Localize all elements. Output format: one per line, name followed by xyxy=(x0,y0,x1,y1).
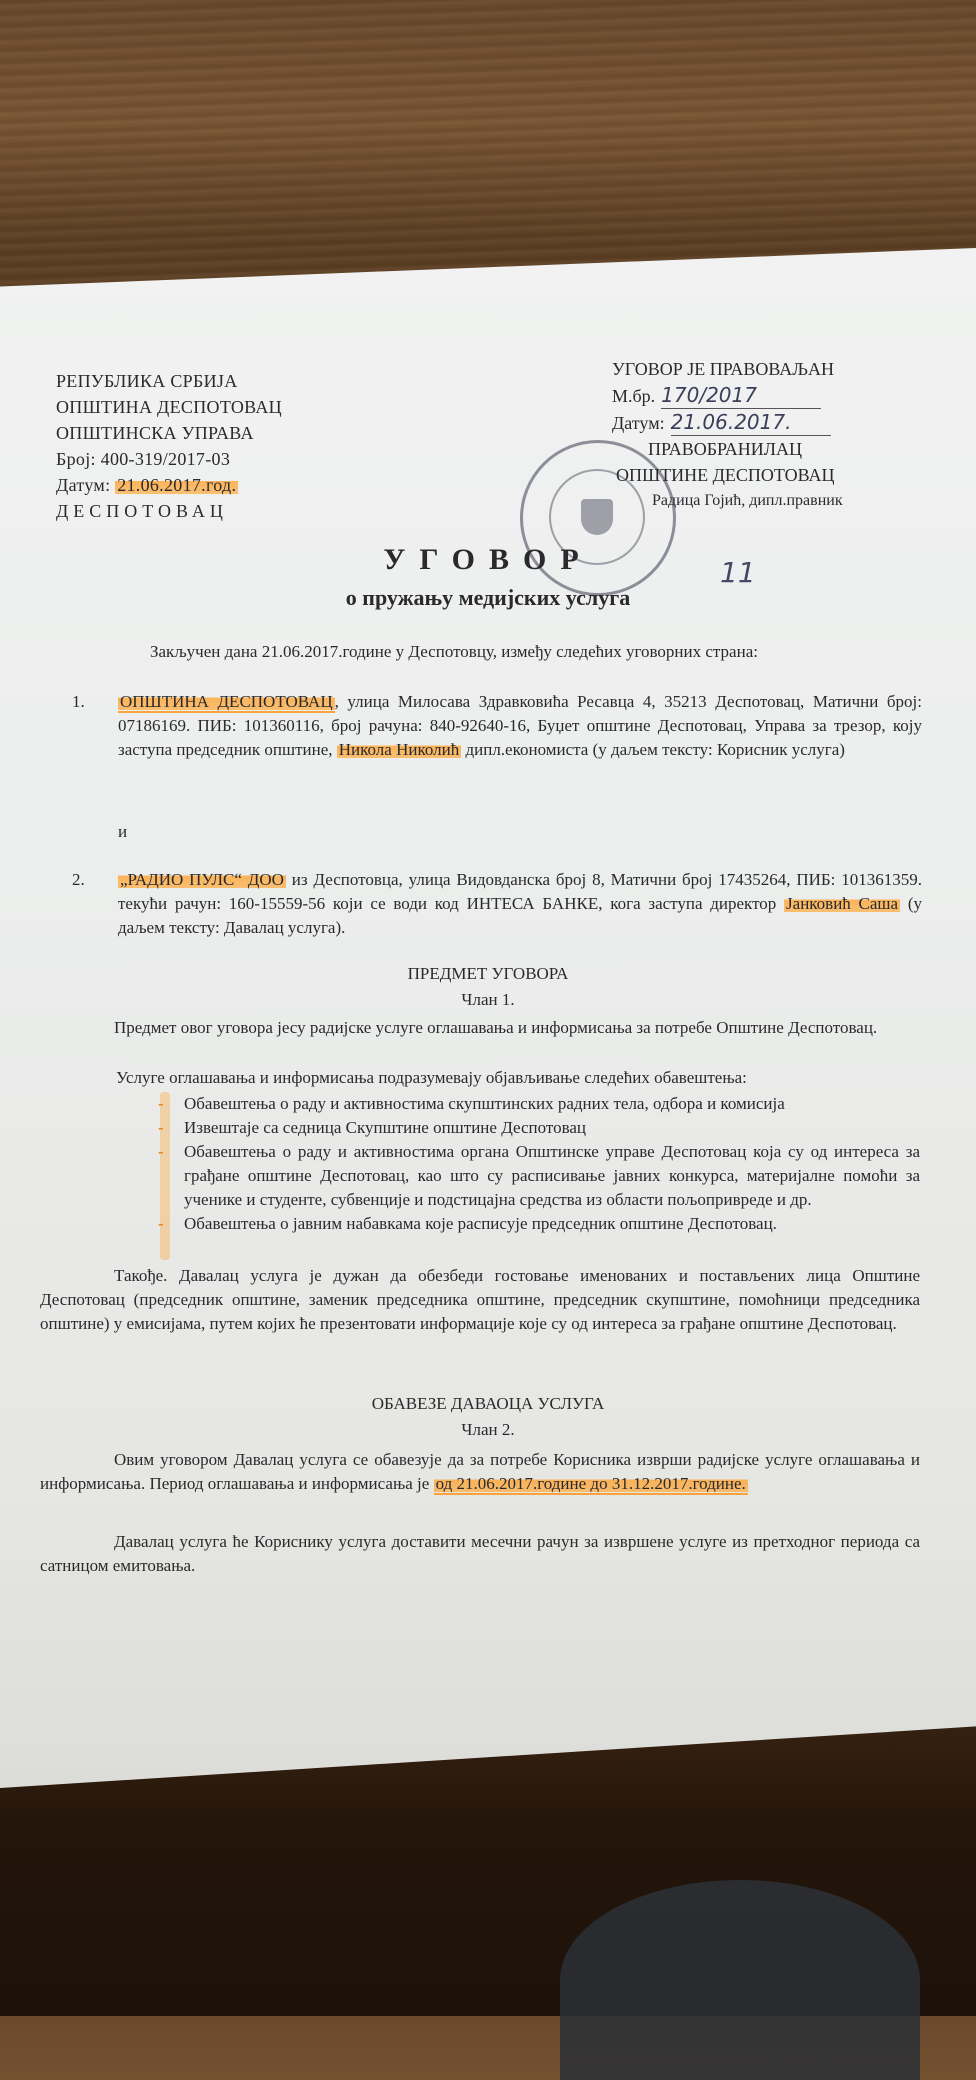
party-2 xyxy=(72,868,922,940)
party-2-name: „РАДИО ПУЛС“ ДОО xyxy=(120,870,284,889)
mbr-value: 170/2017 xyxy=(661,382,821,409)
section-1-article: Члан 1. xyxy=(461,990,515,1009)
background-object xyxy=(560,1880,920,2080)
party-2-representative: Јанковић Саша xyxy=(786,894,899,913)
section-1-heading: ПРЕДМЕТ УГОВОРА xyxy=(407,964,569,983)
header-right-mbr xyxy=(612,382,843,409)
party-2-text-b: (у даљем тексту: Давалац услуга). xyxy=(118,894,922,937)
section-1-p2: Услуге оглашавања и информисања подразумевају објављивање следећих обавештења: xyxy=(116,1068,747,1087)
list-item: - Обавештења о јавним набавкама које расписује председник општине Деспотовац. xyxy=(184,1212,920,1236)
header-right-line4: ПРАВОБРАНИЛАЦ xyxy=(648,439,802,459)
party-2-number: 2. xyxy=(72,870,85,889)
list-item: - Извештаје са седница Скупштине општине Деспотовац xyxy=(184,1116,920,1140)
party-2-text-a: из Деспотовца, улица Видовданска број 8, Матични број 17435264, ПИБ: 101361359. текући рачун: 160-15559-56 који се води код ИНТЕСА БАНКЕ, кога заступа директор xyxy=(118,870,922,913)
datum-label: Датум: xyxy=(56,475,116,495)
document-subtitle: о пружању медијских услуга xyxy=(345,585,631,610)
header-right-datum xyxy=(612,409,843,436)
header-left-datum xyxy=(56,472,282,498)
header-left-line1: РЕПУБЛИКА СРБИЈА xyxy=(56,371,238,391)
mbr-label: М.бр. xyxy=(612,386,656,406)
party-1-text-a: , улица Милосава Здравковића Ресавца 4, 35213 Деспотовац, Матични број: 07186169. ПИБ: 101360116, број рачуна: 840-92640-16, Буџет општине Деспотовац, Управа за трезор, коју заступа председник општине, xyxy=(118,692,922,759)
header-left-city: ДЕСПОТОВАЦ xyxy=(56,501,228,521)
section-2-period: од 21.06.2017.године до 31.12.2017.године. xyxy=(435,1474,746,1493)
party-1 xyxy=(72,690,922,762)
party-1-text-b: дипл.економиста (у даљем тексту: Корисник услуга) xyxy=(461,740,845,759)
datum-right-label: Датум: xyxy=(612,413,665,433)
stamp-crest-icon xyxy=(581,499,613,535)
header-right-line1: УГОВОР ЈЕ ПРАВОВАЉАН xyxy=(612,359,834,379)
section-2-p1 xyxy=(40,1448,920,1496)
section-1-p1: Предмет овог уговора јесу радијске услуге оглашавања и информисања за потребе Општине Деспотовац. xyxy=(114,1018,878,1037)
header-left-line3: ОПШТИНСКА УПРАВА xyxy=(56,423,254,443)
handwritten-signature-mark: 11 xyxy=(720,556,756,589)
section-2-p1-text: Овим уговором Давалац услуга се обавезује да за потребе Корисника изврши радијске услуге оглашавања и информисања. Период оглашавања и информисања је xyxy=(40,1450,920,1493)
intro-line: Закључен дана 21.06.2017.године у Деспотовцу, између следећих уговорних страна: xyxy=(150,642,758,661)
list-item: - Обавештења о раду и активностима органа Општинске управе Деспотовац која су од интереса за грађане општине Деспотовац, као што су расписивање јавних конкурса, материјалне помоћи за ученике и студенте, субвенције и подстицајна средства из области пољопривреде и др. xyxy=(184,1140,920,1212)
section-2-article: Члан 2. xyxy=(461,1420,515,1439)
datum-value: 21.06.2017.год. xyxy=(117,475,237,495)
and-word: и xyxy=(118,822,128,841)
section-1-list xyxy=(184,1092,920,1236)
list-item: - Обавештења о раду и активностима скупштинских радних тела, одбора и комисија xyxy=(184,1092,920,1116)
datum-right-value: 21.06.2017. xyxy=(671,409,831,436)
document-title: УГОВОР xyxy=(383,543,593,576)
header-left xyxy=(56,368,282,524)
section-2-p2: Давалац услуга ће Кориснику услуга доставити месечни рачун за извршене услуге из претходног периода са сатницом емитовања. xyxy=(40,1532,920,1575)
header-right-line6: Радица Гојић, дипл.правник xyxy=(652,492,843,509)
section-1-p3: Такође. Давалац услуга је дужан да обезбеди гостовање именованих и постављених лица Општине Деспотовац (председник општине, заменик председника општине, председник скупштине, помоћници председника општине) у емисијама, путем којих ће презентовати информације које су од интереса за грађане општине Деспотовац. xyxy=(40,1266,920,1333)
header-right xyxy=(612,356,843,514)
header-left-line2: ОПШТИНА ДЕСПОТОВАЦ xyxy=(56,397,282,417)
section-2-heading: ОБАВЕЗЕ ДАВАОЦА УСЛУГА xyxy=(371,1394,605,1413)
header-right-line5: ОПШТИНЕ ДЕСПОТОВАЦ xyxy=(616,465,835,485)
header-left-broj: Број: 400-319/2017-03 xyxy=(56,449,231,469)
party-1-representative: Никола Николић xyxy=(338,740,460,759)
party-1-number: 1. xyxy=(72,692,85,711)
party-1-name: ОПШТИНА ДЕСПОТОВАЦ xyxy=(120,692,333,711)
